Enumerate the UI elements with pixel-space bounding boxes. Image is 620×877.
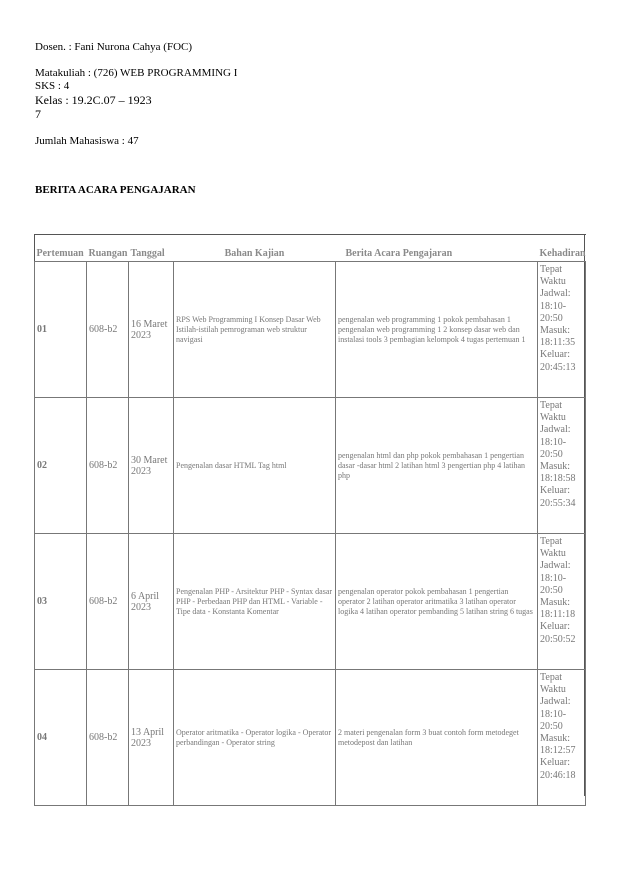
cell-kehadiran (538, 670, 586, 806)
cell-bahan-kajian: Operator aritmatika - Operator logika - Operator perbandingan - Operator string (174, 670, 336, 806)
schedule-start: 18:10- (540, 572, 567, 584)
column-header-pertemuan: Pertemuan (36, 248, 84, 259)
attendance-status: Tepat (540, 400, 563, 411)
schedule-label: Jadwal: (540, 560, 571, 572)
check-in-label: Masuk: (540, 325, 570, 337)
schedule-start: 18:10- (540, 300, 567, 312)
schedule-start: 18:10- (540, 708, 567, 720)
cell-kehadiran (538, 398, 586, 534)
schedule-label: Jadwal: (540, 288, 571, 300)
course-name: Matakuliah : (726) WEB PROGRAMMING I (35, 67, 238, 79)
attendance-status-cont: Waktu (540, 548, 566, 560)
attendance-status: Tepat (540, 672, 563, 683)
cell-tanggal: 6 April 2023 (129, 534, 174, 670)
cell-kehadiran (538, 262, 586, 398)
schedule-start: 18:10- (540, 436, 567, 448)
cell-ruangan: 608-b2 (87, 262, 129, 398)
table-row (35, 670, 586, 806)
schedule-label: Jadwal: (540, 696, 571, 708)
attendance-status-cont: Waktu (540, 412, 566, 424)
column-header-berita-acara: Berita Acara Pengajaran (345, 248, 453, 259)
cell-berita-acara: pengenalan html dan php pokok pembahasan 1 pengertian dasar -dasar html 2 latihan html 3 pengertian php 4 latihan php (336, 398, 538, 534)
credit-units: SKS : 4 (35, 80, 70, 92)
table-header-row (35, 235, 586, 262)
column-header-bahan-kajian: Bahan Kajian (224, 248, 285, 259)
cell-tanggal: 16 Maret 2023 (129, 262, 174, 398)
cell-berita-acara: pengenalan operator pokok pembahasan 1 pengertian operator 2 latihan operator aritmatika 3 latihan operator logika 4 latihan operator pembanding 5 latihan string 6 tugas (336, 534, 538, 670)
check-in-label: Masuk: (540, 733, 570, 745)
cell-berita-acara: pengenalan web programming 1 pokok pembahasan 1 pengenalan web programming 1 2 konsep dasar web dan instalasi tools 3 pembagian kelompok 4 tugas pertemuan 1 (336, 262, 538, 398)
page-title: BERITA ACARA PENGAJARAN (35, 184, 196, 196)
attendance-status-cont: Waktu (540, 684, 566, 696)
attendance-status-cont: Waktu (540, 276, 566, 288)
cell-pertemuan: 03 (35, 534, 87, 670)
attendance-status: Tepat (540, 536, 563, 547)
check-out-label: Keluar: (540, 621, 570, 633)
table-row (35, 398, 586, 534)
check-out-time: 20:45:13 (540, 361, 576, 373)
cell-berita-acara: 2 materi pengenalan form 3 buat contoh form metodeget metodepost dan latihan (336, 670, 538, 806)
schedule-end: 20:50 (540, 720, 563, 732)
check-out-label: Keluar: (540, 485, 570, 497)
lecturer-name: Dosen. : Fani Nurona Cahya (FOC) (35, 41, 193, 53)
check-out-time: 20:46:18 (540, 769, 576, 781)
schedule-end: 20:50 (540, 448, 563, 460)
column-header-tanggal: Tanggal (130, 248, 165, 259)
teaching-log-table (34, 234, 586, 806)
cell-pertemuan: 04 (35, 670, 87, 806)
column-header-kehadiran: Kehadiran (539, 248, 586, 259)
check-in-time: 18:11:35 (540, 337, 576, 349)
column-header-ruangan: Ruangan (88, 248, 128, 259)
schedule-label: Jadwal: (540, 424, 571, 436)
check-in-label: Masuk: (540, 461, 570, 473)
class-code-continued: 7 (35, 107, 41, 121)
schedule-end: 20:50 (540, 584, 563, 596)
cell-pertemuan: 01 (35, 262, 87, 398)
check-out-time: 20:55:34 (540, 497, 576, 509)
cell-ruangan: 608-b2 (87, 670, 129, 806)
cell-pertemuan: 02 (35, 398, 87, 534)
cell-bahan-kajian: Pengenalan PHP - Arsitektur PHP - Syntax dasar PHP - Perbedaan PHP dan HTML - Variable - Tipe data - Konstanta Komentar (174, 534, 336, 670)
table-row (35, 534, 586, 670)
cell-tanggal: 30 Maret 2023 (129, 398, 174, 534)
table-row (35, 262, 586, 398)
check-in-label: Masuk: (540, 597, 570, 609)
check-in-time: 18:12:57 (540, 745, 576, 757)
class-code: Kelas : 19.2C.07 – 1923 (35, 93, 152, 107)
check-in-time: 18:18:58 (540, 473, 576, 485)
check-out-label: Keluar: (540, 757, 570, 769)
schedule-end: 20:50 (540, 312, 563, 324)
cell-ruangan: 608-b2 (87, 534, 129, 670)
cell-kehadiran (538, 534, 586, 670)
check-out-label: Keluar: (540, 349, 570, 361)
cell-ruangan: 608-b2 (87, 398, 129, 534)
cell-bahan-kajian: Pengenalan dasar HTML Tag html (174, 398, 336, 534)
check-in-time: 18:11:18 (540, 609, 576, 621)
attendance-status: Tepat (540, 264, 563, 275)
student-count: Jumlah Mahasiswa : 47 (35, 135, 139, 147)
check-out-time: 20:50:52 (540, 633, 576, 645)
cell-tanggal: 13 April 2023 (129, 670, 174, 806)
cell-bahan-kajian: RPS Web Programming I Konsep Dasar Web Istilah-istilah pemrograman web struktur navigasi (174, 262, 336, 398)
